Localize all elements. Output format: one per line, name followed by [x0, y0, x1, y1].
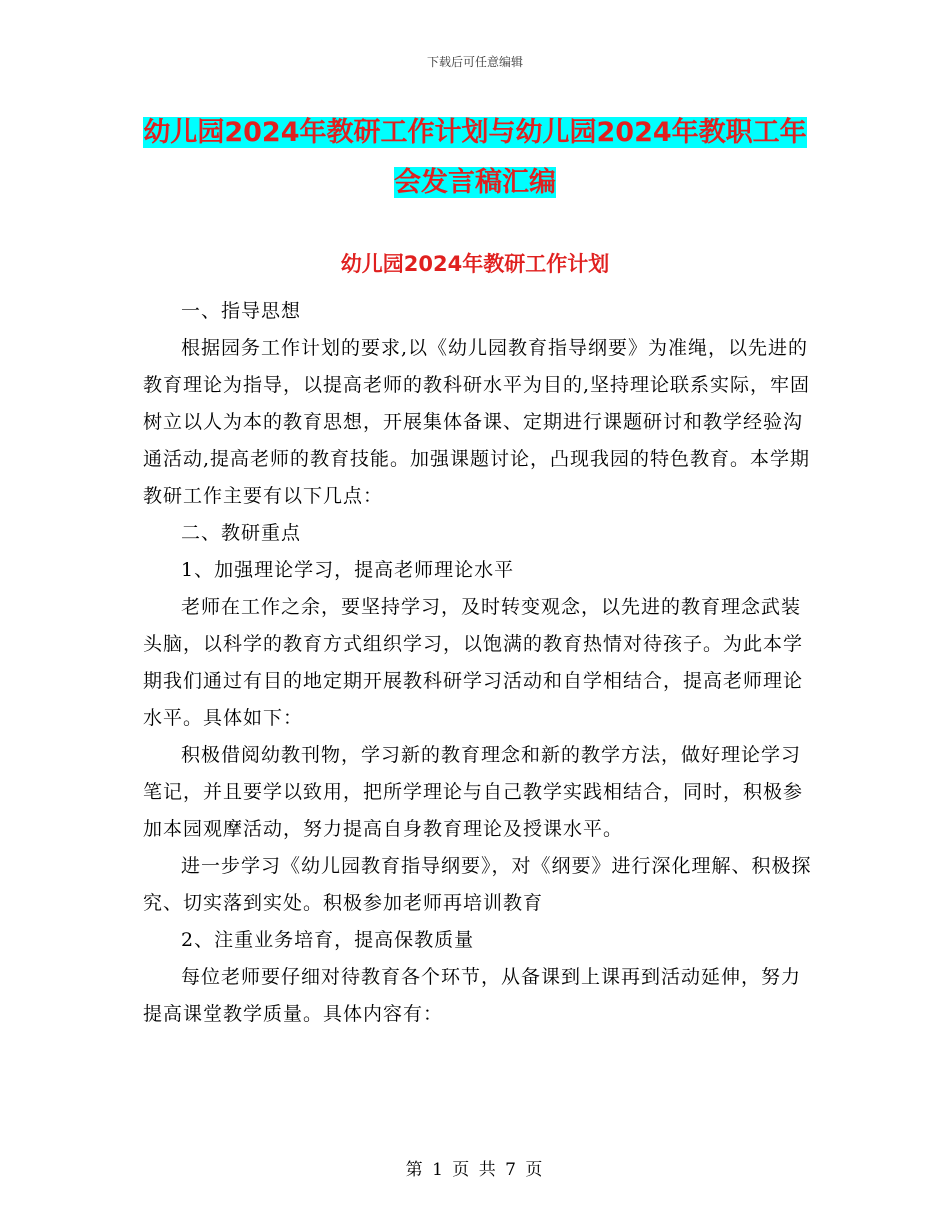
heading-theory-study: 1、加强理论学习，提高老师理论水平	[181, 559, 515, 581]
paragraph-guiding-ideology: 根据园务工作计划的要求,以《幼儿园教育指导纲要》为准绳，以先进的教育理论为指导，以提高老师的教科研水平为目的,坚持理论联系实际，牢固树立以人为本的教育思想，开展集体备课、定期进行课题研讨和教学经验沟通活动,提高老师的教育技能。加强课题讨论，凸现我园的特色教育。本学期教研工作主要有以下几点：	[143, 337, 811, 507]
paragraph-theory-study: 老师在工作之余，要坚持学习，及时转变观念，以先进的教育理念武装头脑，以科学的教育方式组织学习，以饱满的教育热情对待孩子。为此本学期我们通过有目的地定期开展教科研学习活动和自学相结合，提高老师理论水平。具体如下：	[143, 596, 804, 729]
page-number: 第 1 页 共 7 页	[405, 1160, 545, 1180]
header-note: 下载后可任意编辑	[426, 55, 523, 69]
paragraph-study-outline: 进一步学习《幼儿园教育指导纲要》，对《纲要》进行深化理解、积极探究、切实落到实处。积极参加老师再培训教育	[143, 855, 812, 914]
document-title-text: 幼儿园2024年教研工作计划与幼儿园2024年教职工年会发言稿汇编	[143, 117, 807, 198]
heading-research-focus: 二、教研重点	[181, 522, 302, 544]
paragraph-teaching-quality: 每位老师要仔细对待教育各个环节，从备课到上课再到活动延伸，努力提高课堂教学质量。具体内容有：	[143, 966, 802, 1025]
heading-business-training: 2、注重业务培育，提高保教质量	[181, 929, 475, 951]
section-title: 幼儿园2024年教研工作计划	[340, 252, 610, 276]
document-title	[140, 108, 810, 208]
heading-guiding-ideology: 一、指导思想	[181, 300, 302, 322]
paragraph-reading-journals: 积极借阅幼教刊物，学习新的教育理念和新的教学方法，做好理论学习笔记，并且要学以致用，把所学理论与自己教学实践相结合，同时，积极参加本园观摩活动，努力提高自身教育理论及授课水平。	[143, 744, 804, 840]
document-body	[143, 293, 813, 1033]
